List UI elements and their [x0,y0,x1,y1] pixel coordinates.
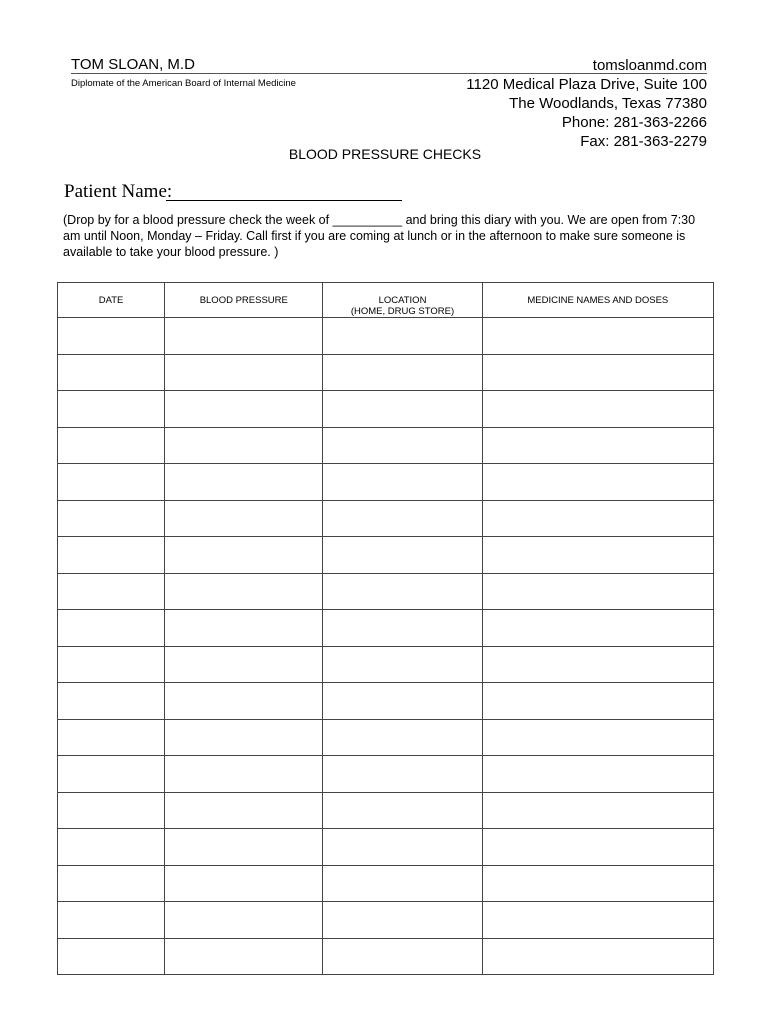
address-line-2: The Woodlands, Texas 77380 [509,95,707,112]
location-cell[interactable] [323,719,482,756]
column-header-blood-pressure [165,283,323,318]
date-cell[interactable] [58,573,165,610]
date-cell[interactable] [58,829,165,866]
location-cell[interactable] [323,427,482,464]
blood-pressure-log-table [57,282,714,975]
location-cell[interactable] [323,865,482,902]
medicine-cell[interactable] [482,865,713,902]
date-cell[interactable] [58,756,165,793]
blood-pressure-cell[interactable] [165,573,323,610]
medicine-cell[interactable] [482,391,713,428]
table-row [58,902,714,939]
medicine-cell[interactable] [482,354,713,391]
doctor-name: TOM SLOAN, M.D [71,56,195,73]
date-cell[interactable] [58,792,165,829]
website-link[interactable]: tomsloanmd.com [592,57,707,74]
table-row [58,719,714,756]
medicine-cell[interactable] [482,464,713,501]
blood-pressure-cell[interactable] [165,829,323,866]
blood-pressure-cell[interactable] [165,427,323,464]
blood-pressure-cell[interactable] [165,354,323,391]
location-cell[interactable] [323,902,482,939]
medicine-cell[interactable] [482,537,713,574]
blood-pressure-cell[interactable] [165,391,323,428]
location-cell[interactable] [323,318,482,355]
medicine-cell[interactable] [482,318,713,355]
date-cell[interactable] [58,683,165,720]
table-row [58,500,714,537]
medicine-cell[interactable] [482,427,713,464]
location-cell[interactable] [323,500,482,537]
instructions-text: (Drop by for a blood pressure check the week of __________ and bring this diary with you. We are open from 7:30 am until Noon, Monday – Friday. Call first if you are coming at lunch or in the afternoon to make sure someone is available to take your blood pressure. ) [63,213,696,259]
date-cell[interactable] [58,938,165,975]
contact-block [466,56,707,151]
patient-name-label: Patient Name: [64,181,173,202]
table-row [58,683,714,720]
blood-pressure-cell[interactable] [165,902,323,939]
table-body [58,318,714,975]
form-title: BLOOD PRESSURE CHECKS [288,146,482,162]
blood-pressure-cell[interactable] [165,756,323,793]
date-cell[interactable] [58,391,165,428]
date-cell[interactable] [58,646,165,683]
table-row [58,391,714,428]
table-row [58,938,714,975]
table-row [58,354,714,391]
column-header-label: LOCATION [378,295,427,306]
date-cell[interactable] [58,537,165,574]
blood-pressure-cell[interactable] [165,646,323,683]
column-header-label: DATE [98,295,124,306]
location-cell[interactable] [323,646,482,683]
table-row [58,865,714,902]
location-cell[interactable] [323,938,482,975]
table-row [58,646,714,683]
blood-pressure-cell[interactable] [165,610,323,647]
blood-pressure-cell[interactable] [165,683,323,720]
blood-pressure-cell[interactable] [165,464,323,501]
location-cell[interactable] [323,683,482,720]
date-cell[interactable] [58,427,165,464]
medicine-cell[interactable] [482,792,713,829]
date-cell[interactable] [58,610,165,647]
table-row [58,427,714,464]
location-cell[interactable] [323,573,482,610]
location-cell[interactable] [323,354,482,391]
address-line-1: 1120 Medical Plaza Drive, Suite 100 [466,76,707,93]
location-cell[interactable] [323,756,482,793]
table-row [58,537,714,574]
table-row [58,756,714,793]
location-cell[interactable] [323,792,482,829]
table-row [58,464,714,501]
column-header-date [58,283,165,318]
date-cell[interactable] [58,318,165,355]
medicine-cell[interactable] [482,500,713,537]
date-cell[interactable] [58,464,165,501]
location-cell[interactable] [323,464,482,501]
blood-pressure-cell[interactable] [165,865,323,902]
table-row [58,610,714,647]
date-cell[interactable] [58,719,165,756]
patient-name-field[interactable] [166,200,402,201]
doctor-credential: Diplomate of the American Board of Internal Medicine [71,78,296,89]
fax-number: Fax: 281-363-2279 [580,133,707,150]
column-header-label: BLOOD PRESSURE [199,295,288,306]
table-row [58,792,714,829]
blood-pressure-cell[interactable] [165,938,323,975]
column-header-label: MEDICINE NAMES AND DOSES [527,295,669,306]
date-cell[interactable] [58,354,165,391]
medicine-cell[interactable] [482,610,713,647]
table-row [58,318,714,355]
medicine-cell[interactable] [482,756,713,793]
location-cell[interactable] [323,610,482,647]
medicine-cell[interactable] [482,938,713,975]
medicine-cell[interactable] [482,573,713,610]
column-header-location [323,283,482,318]
blood-pressure-cell[interactable] [165,318,323,355]
blood-pressure-cell[interactable] [165,537,323,574]
column-header-sublabel: (HOME, DRUG STORE) [350,306,455,317]
location-cell[interactable] [323,391,482,428]
medicine-cell[interactable] [482,646,713,683]
date-cell[interactable] [58,865,165,902]
date-cell[interactable] [58,500,165,537]
location-cell[interactable] [323,537,482,574]
column-header-medicine [482,283,713,318]
medicine-cell[interactable] [482,902,713,939]
table-row [58,829,714,866]
medicine-cell[interactable] [482,719,713,756]
location-cell[interactable] [323,829,482,866]
phone-number: Phone: 281-363-2266 [561,114,707,131]
medicine-cell[interactable] [482,683,713,720]
medicine-cell[interactable] [482,829,713,866]
blood-pressure-cell[interactable] [165,792,323,829]
date-cell[interactable] [58,902,165,939]
table-row [58,573,714,610]
blood-pressure-cell[interactable] [165,500,323,537]
blood-pressure-cell[interactable] [165,719,323,756]
table-header-row [58,283,714,318]
